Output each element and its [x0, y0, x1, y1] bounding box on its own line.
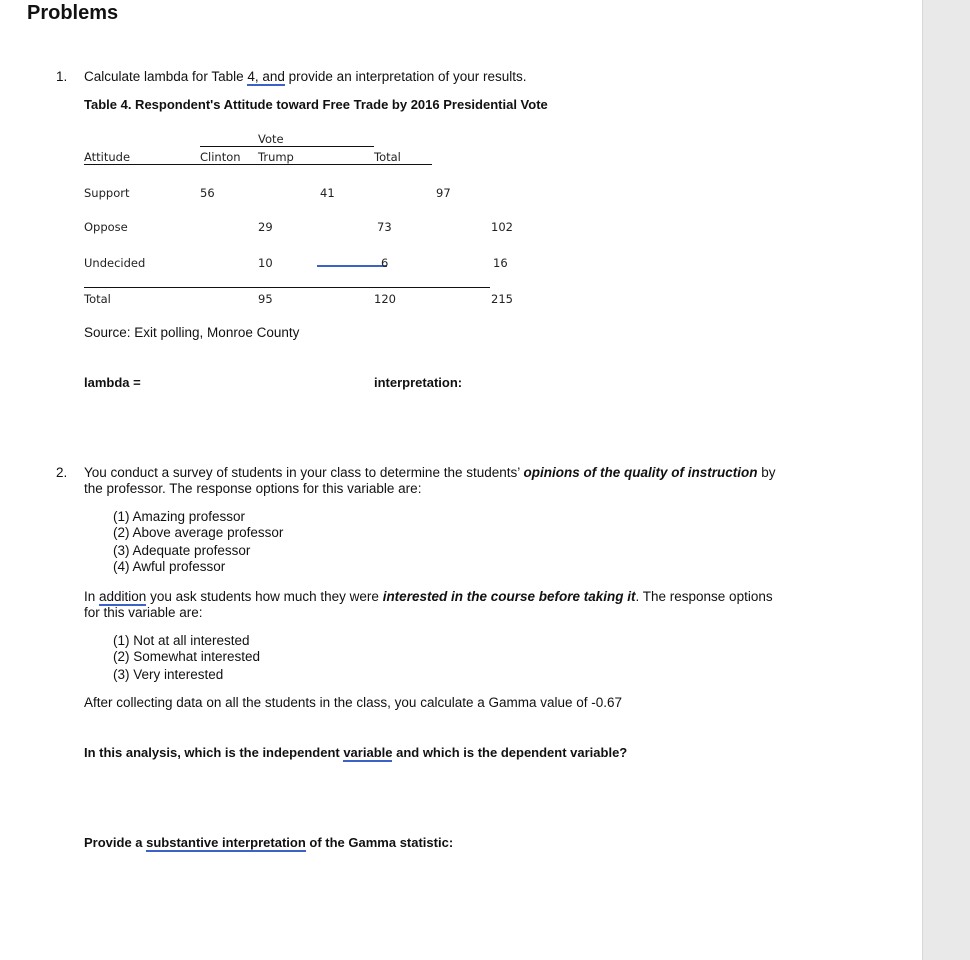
problem-2-number: 2.	[56, 465, 68, 480]
cell-total-total: 215	[491, 292, 513, 306]
cell-support-clinton: 56	[200, 186, 215, 200]
problem-2-intro: You conduct a survey of students in your class to determine the students’ opinions of the quality of instruction by	[84, 465, 776, 480]
option-list-item: (3) Adequate professor	[113, 543, 251, 558]
spellcheck-phrase: substantive interpretation	[146, 835, 306, 850]
cell-support-trump: 41	[320, 186, 335, 200]
interpretation-label: interpretation:	[374, 375, 463, 390]
spellcheck-phrase: 4, and	[247, 69, 285, 84]
vote-group-header: Vote	[258, 132, 284, 146]
lambda-label: lambda =	[84, 375, 141, 390]
problem-1-text: Calculate lambda for Table 4, and provide an interpretation of your results.	[84, 69, 527, 84]
addition-paragraph-line2: for this variable are:	[84, 605, 203, 620]
spellcheck-underline	[317, 265, 387, 267]
problem-1-number: 1.	[56, 69, 68, 84]
cell-undecided-trump: 6	[381, 256, 389, 270]
vote-header-rule	[200, 146, 374, 147]
total-rule	[84, 287, 490, 288]
cell-undecided-total: 16	[493, 256, 508, 270]
cell-total-trump: 120	[374, 292, 396, 306]
option-list-item: (2) Above average professor	[113, 525, 284, 540]
gamma-statement: After collecting data on all the students in the class, you calculate a Gamma value of -0.67	[84, 695, 623, 710]
row-label-undecided: Undecided	[84, 256, 146, 270]
option-list-item: (3) Very interested	[113, 667, 224, 682]
row-label-support: Support	[84, 186, 130, 200]
row-label-oppose: Oppose	[84, 220, 128, 234]
table-source: Source: Exit polling, Monroe County	[84, 325, 300, 340]
cell-support-total: 97	[436, 186, 451, 200]
spellcheck-word: addition	[99, 589, 147, 604]
window-gutter	[922, 0, 970, 960]
header-rule	[84, 164, 432, 165]
cell-oppose-trump: 73	[377, 220, 392, 234]
cell-oppose-total: 102	[491, 220, 513, 234]
row-label-total: Total	[84, 292, 111, 306]
option-list-item: (1) Amazing professor	[113, 509, 246, 524]
addition-paragraph: In addition you ask students how much they were interested in the course before taking it. The response options	[84, 589, 773, 604]
trump-header: Trump	[258, 150, 294, 164]
cell-oppose-clinton: 29	[258, 220, 273, 234]
question-gamma-interpretation: Provide a substantive interpretation of the Gamma statistic:	[84, 835, 454, 850]
cell-undecided-clinton: 10	[258, 256, 273, 270]
cell-total-clinton: 95	[258, 292, 273, 306]
spellcheck-word: variable	[343, 745, 393, 760]
option-list-item: (1) Not at all interested	[113, 633, 250, 648]
total-header: Total	[374, 150, 401, 164]
option-list-item: (4) Awful professor	[113, 559, 226, 574]
question-variables: In this analysis, which is the independent variable and which is the dependent variable?	[84, 745, 628, 760]
problem-2-intro-line2: the professor. The response options for this variable are:	[84, 481, 422, 496]
attitude-header: Attitude	[84, 150, 131, 164]
clinton-header: Clinton	[200, 150, 241, 164]
option-list-item: (2) Somewhat interested	[113, 649, 261, 664]
table-title: Table 4. Respondent's Attitude toward Free Trade by 2016 Presidential Vote	[84, 97, 548, 112]
page-heading: Problems	[27, 2, 119, 24]
